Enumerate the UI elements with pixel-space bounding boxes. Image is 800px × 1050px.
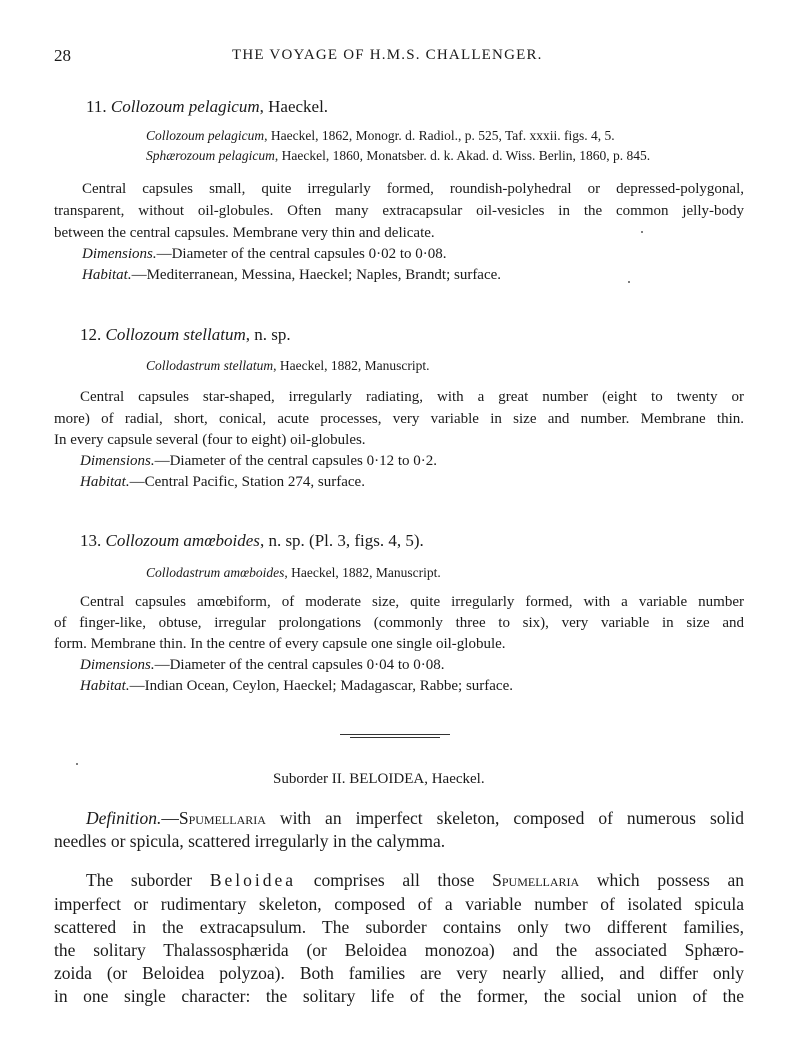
- definition-line: needles or spicula, scattered irregularly in the calymma.: [54, 831, 446, 851]
- paragraph-line: [86, 870, 744, 891]
- synonym-ref: , Haeckel, 1860, Monatsber. d. k. Akad. d. Wiss. Berlin, 1860, p. 845.: [274, 148, 651, 163]
- species-number: 13.: [80, 531, 102, 550]
- definition-term: Spumellaria: [178, 808, 266, 828]
- description-line: Central capsules star-shaped, irregularly radiating, with a great number (eight to twenty or: [80, 389, 744, 405]
- habitat-text: —Central Pacific, Station 274, surface.: [129, 474, 365, 490]
- print-speck: [628, 281, 630, 283]
- species-number: 12.: [80, 325, 102, 344]
- description-line: transparent, without oil-globules. Often many extracapsular oil-vesicles in the common jelly-body: [54, 203, 744, 219]
- synonym-name: Collodastrum amœboides: [146, 565, 285, 580]
- definition-line: [86, 808, 744, 829]
- suborder-name: Beloidea: [209, 870, 297, 890]
- suborder-heading: Suborder II. BELOIDEA, Haeckel.: [273, 771, 485, 787]
- species-name: Collozoum pelagicum: [110, 97, 260, 116]
- description-line: more) of radial, short, conical, acute processes, very variable in size and number. Membrane thin.: [54, 411, 744, 427]
- description-line: In every capsule several (four to eight) oil-globules.: [54, 432, 366, 448]
- synonym-ref: , Haeckel, 1882, Manuscript.: [273, 358, 430, 373]
- species-number: 11.: [86, 97, 107, 116]
- description-line: of finger-like, obtuse, irregular prolongations (commonly three to six), very variable in size and: [54, 615, 744, 631]
- synonym-line: [146, 128, 615, 144]
- print-speck: [641, 231, 643, 233]
- section-divider: [350, 737, 440, 738]
- dimensions-line: [80, 657, 445, 674]
- habitat-text: —Indian Ocean, Ceylon, Haeckel; Madagascar, Rabbe; surface.: [129, 678, 513, 694]
- dimensions-text: —Diameter of the central capsules 0·12 to 0·2.: [154, 453, 437, 469]
- paragraph-text: comprises all those: [313, 870, 475, 890]
- definition-text: with an imperfect skeleton, composed of numerous solid: [265, 808, 744, 828]
- dimensions-text: —Diameter of the central capsules 0·02 to 0·08.: [156, 246, 447, 262]
- synonym-line: [146, 358, 429, 374]
- synonym-ref: , Haeckel, 1882, Manuscript.: [284, 565, 441, 580]
- synonym-name: Sphærozoum pelagicum: [146, 148, 275, 163]
- paragraph-line: in one single character: the solitary life of the former, the social union of the: [54, 986, 744, 1006]
- species-heading: [80, 325, 291, 345]
- paragraph-text: The suborder: [86, 870, 193, 890]
- section-divider: [340, 734, 450, 735]
- habitat-line: [80, 474, 365, 491]
- dimensions-label: Dimensions.: [80, 657, 155, 673]
- synonym-line: [146, 565, 441, 581]
- habitat-line: [82, 267, 501, 284]
- description-line: between the central capsules. Membrane very thin and delicate.: [54, 225, 435, 241]
- species-heading: [86, 97, 328, 117]
- synonym-name: Collozoum pelagicum: [146, 128, 265, 143]
- paragraph-line: the solitary Thalassosphærida (or Beloidea monozoa) and the associated Sphæro-: [54, 940, 744, 960]
- description-line: form. Membrane thin. In the centre of every capsule one single oil-globule.: [54, 636, 506, 652]
- definition-dash: —: [161, 808, 179, 828]
- paragraph-line: scattered in the extracapsulum. The suborder contains only two different families,: [54, 917, 744, 937]
- species-author: , n. sp. (Pl. 3, figs. 4, 5).: [259, 531, 424, 550]
- running-title: THE VOYAGE OF H.M.S. CHALLENGER.: [232, 47, 543, 63]
- habitat-label: Habitat.: [82, 267, 132, 283]
- definition-label: Definition.: [86, 808, 162, 828]
- paragraph-line: zoida (or Beloidea polyzoa). Both families are very nearly allied, and differ only: [54, 963, 744, 983]
- synonym-line: [146, 148, 650, 164]
- dimensions-label: Dimensions.: [82, 246, 157, 262]
- dimensions-text: —Diameter of the central capsules 0·04 to 0·08.: [154, 657, 445, 673]
- print-speck: [76, 763, 78, 765]
- species-name: Collozoum stellatum: [105, 325, 246, 344]
- paragraph-text: which possess an: [596, 870, 745, 890]
- species-author: , Haeckel.: [259, 97, 329, 116]
- paragraph-term: Spumellaria: [492, 870, 580, 890]
- page-number: 28: [54, 46, 71, 65]
- dimensions-line: [82, 246, 447, 263]
- species-name: Collozoum amœboides: [105, 531, 260, 550]
- habitat-label: Habitat.: [80, 474, 130, 490]
- synonym-ref: , Haeckel, 1862, Monogr. d. Radiol., p. 525, Taf. xxxii. figs. 4, 5.: [264, 128, 615, 143]
- dimensions-label: Dimensions.: [80, 453, 155, 469]
- paragraph-line: imperfect or rudimentary skeleton, composed of a variable number of isolated spicula: [54, 894, 744, 914]
- habitat-text: —Mediterranean, Messina, Haeckel; Naples, Brandt; surface.: [131, 267, 502, 283]
- habitat-line: [80, 678, 513, 695]
- description-line: Central capsules small, quite irregularly formed, roundish-polyhedral or depressed-polygonal,: [82, 181, 744, 197]
- dimensions-line: [80, 453, 437, 470]
- species-heading: [80, 531, 424, 551]
- habitat-label: Habitat.: [80, 678, 130, 694]
- description-line: Central capsules amœbiform, of moderate size, quite irregularly formed, with a variable number: [80, 594, 744, 610]
- species-author: , n. sp.: [245, 325, 291, 344]
- synonym-name: Collodastrum stellatum: [146, 358, 274, 373]
